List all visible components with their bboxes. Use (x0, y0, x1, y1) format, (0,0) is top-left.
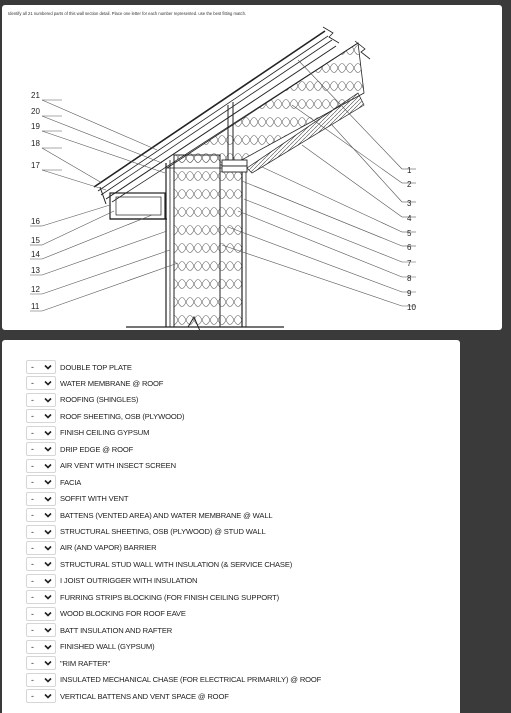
answer-label: AIR VENT WITH INSECT SCREEN (60, 461, 176, 471)
letter-select[interactable] (26, 475, 56, 489)
chevron-down-icon (44, 660, 52, 666)
callout-number-8: 8 (407, 274, 412, 283)
letter-select-value: - (31, 608, 34, 619)
chevron-down-icon (44, 430, 52, 436)
callout-number-13: 13 (31, 266, 40, 275)
callout-number-6: 6 (407, 243, 412, 252)
answer-row (26, 459, 176, 473)
callout-number-9: 9 (407, 289, 412, 298)
letter-select-value: - (31, 394, 34, 405)
answer-label: "RIM RAFTER" (60, 658, 110, 668)
chevron-down-icon (44, 364, 52, 370)
answer-row (26, 656, 110, 670)
answer-label: FINISHED WALL (GYPSUM) (60, 642, 155, 652)
eave-detail (100, 187, 167, 219)
answer-label: FURRING STRIPS BLOCKING (FOR FINISH CEILING SUPPORT) (60, 592, 280, 602)
answer-row (26, 607, 186, 621)
letter-select-value: - (31, 510, 34, 521)
chevron-down-icon (44, 627, 52, 633)
answer-label: WATER MEMBRANE @ ROOF (60, 378, 164, 388)
callout-number-14: 14 (31, 250, 40, 259)
answer-label: STRUCTURAL SHEETING, OSB (PLYWOOD) @ STUD WALL (60, 527, 266, 536)
letter-select[interactable] (26, 607, 56, 621)
letter-select-value: - (31, 674, 34, 685)
answer-label: ROOFING (SHINGLES) (60, 395, 139, 405)
chevron-down-icon (44, 561, 52, 567)
instructions-text: Identify all 21 numbered parts of this wall section detail. Place one letter for each number represented. use the best fitting match. (8, 11, 247, 16)
chevron-down-icon (44, 677, 52, 683)
chevron-down-icon (44, 594, 52, 600)
answer-label: DOUBLE TOP PLATE (60, 362, 132, 372)
letter-select[interactable] (26, 442, 56, 456)
answer-label: AIR (AND VAPOR) BARRIER (60, 543, 157, 553)
wall-section-drawing (2, 5, 502, 330)
letter-select[interactable] (26, 640, 56, 654)
answer-row (26, 442, 133, 456)
chevron-down-icon (44, 611, 52, 617)
letter-select[interactable] (26, 508, 56, 522)
letter-select[interactable] (26, 459, 56, 473)
letter-select-value: - (31, 460, 34, 471)
letter-select[interactable] (26, 574, 56, 588)
answer-row (26, 508, 272, 522)
answer-row (26, 360, 132, 374)
letter-select-value: - (31, 658, 34, 669)
callout-number-17: 17 (31, 161, 40, 170)
callout-number-21: 21 (31, 91, 40, 100)
callout-number-1: 1 (407, 166, 412, 175)
answer-label: ROOF SHEETING, OSB (PLYWOOD) (60, 411, 185, 421)
callout-number-3: 3 (407, 199, 412, 208)
callout-number-15: 15 (31, 236, 40, 245)
answer-row (26, 426, 149, 440)
chevron-down-icon (44, 529, 52, 535)
callout-number-4: 4 (407, 214, 412, 223)
callout-number-16: 16 (31, 217, 40, 226)
letter-select-value: - (31, 575, 34, 586)
letter-select-value: - (31, 592, 34, 603)
letter-select-value: - (31, 411, 34, 422)
letter-select-value: - (31, 378, 34, 389)
answer-label: I JOIST OUTRIGGER WITH INSULATION (60, 576, 198, 586)
letter-select[interactable] (26, 360, 56, 374)
callout-number-18: 18 (31, 139, 40, 148)
letter-select-value: - (31, 493, 34, 504)
letter-select[interactable] (26, 426, 56, 440)
chevron-down-icon (44, 397, 52, 403)
letter-select-value: - (31, 691, 34, 701)
answer-list (2, 340, 460, 713)
callout-number-12: 12 (31, 285, 40, 294)
answer-row (26, 574, 197, 588)
answer-row (26, 409, 184, 423)
callout-number-5: 5 (407, 229, 412, 238)
callout-number-19: 19 (31, 122, 40, 131)
letter-select[interactable] (26, 541, 56, 555)
answer-row (26, 557, 292, 571)
answer-label: INSULATED MECHANICAL CHASE (FOR ELECTRICAL PRIMARILY) @ ROOF (60, 675, 322, 685)
callout-number-11: 11 (31, 302, 40, 311)
letter-select-value: - (31, 427, 34, 438)
answer-row (26, 590, 279, 604)
answer-label: VERTICAL BATTENS AND VENT SPACE @ ROOF (60, 691, 229, 701)
right-callout-numbers (407, 166, 416, 312)
callout-number-10: 10 (407, 303, 416, 312)
answer-row (26, 689, 229, 703)
letter-select-value: - (31, 542, 34, 553)
letter-select-value: - (31, 641, 34, 652)
answer-row (26, 640, 154, 654)
chevron-down-icon (44, 578, 52, 584)
letter-select[interactable] (26, 557, 56, 571)
callout-number-2: 2 (407, 180, 412, 189)
chevron-down-icon (44, 380, 52, 386)
callout-number-7: 7 (407, 259, 412, 268)
letter-select[interactable] (26, 590, 56, 604)
letter-select[interactable] (26, 393, 56, 407)
letter-select[interactable] (26, 656, 56, 670)
answer-label: BATTENS (VENTED AREA) AND WATER MEMBRANE @ WALL (60, 510, 273, 520)
answer-label: STRUCTURAL STUD WALL WITH INSULATION (& SERVICE CHASE) (60, 559, 293, 569)
answer-row (26, 376, 163, 390)
letter-select[interactable] (26, 492, 56, 506)
letter-select[interactable] (26, 409, 56, 423)
letter-select-value: - (31, 362, 34, 372)
letter-select[interactable] (26, 689, 56, 703)
letter-select[interactable] (26, 376, 56, 390)
answer-row (26, 541, 156, 555)
answer-label: BATT INSULATION AND RAFTER (60, 625, 173, 635)
answer-label: FACIA (60, 477, 82, 487)
letter-select-value: - (31, 559, 34, 570)
answer-label: DRIP EDGE @ ROOF (60, 444, 134, 454)
answer-row (26, 623, 172, 637)
answer-row (26, 393, 138, 407)
answer-row (26, 673, 321, 687)
letter-select[interactable] (26, 525, 56, 539)
answer-label: WOOD BLOCKING FOR ROOF EAVE (60, 609, 186, 619)
letter-select[interactable] (26, 623, 56, 637)
chevron-down-icon (44, 644, 52, 650)
chevron-down-icon (44, 446, 52, 452)
answer-row (26, 525, 266, 539)
chevron-down-icon (44, 693, 52, 699)
letter-select-value: - (31, 444, 34, 455)
callout-number-20: 20 (31, 107, 40, 116)
answer-row (26, 475, 81, 489)
answer-row (26, 492, 128, 506)
letter-select-value: - (31, 477, 34, 488)
letter-select-value: - (31, 625, 34, 636)
letter-select-value: - (31, 526, 34, 537)
left-callout-numbers (31, 91, 40, 311)
answer-label: SOFFIT WITH VENT (60, 494, 129, 504)
chevron-down-icon (44, 479, 52, 485)
chevron-down-icon (44, 545, 52, 551)
chevron-down-icon (44, 496, 52, 502)
answer-label: FINISH CEILING GYPSUM (60, 428, 150, 438)
chevron-down-icon (44, 512, 52, 518)
drawing-card (2, 5, 502, 330)
chevron-down-icon (44, 413, 52, 419)
chevron-down-icon (44, 463, 52, 469)
letter-select[interactable] (26, 673, 56, 687)
